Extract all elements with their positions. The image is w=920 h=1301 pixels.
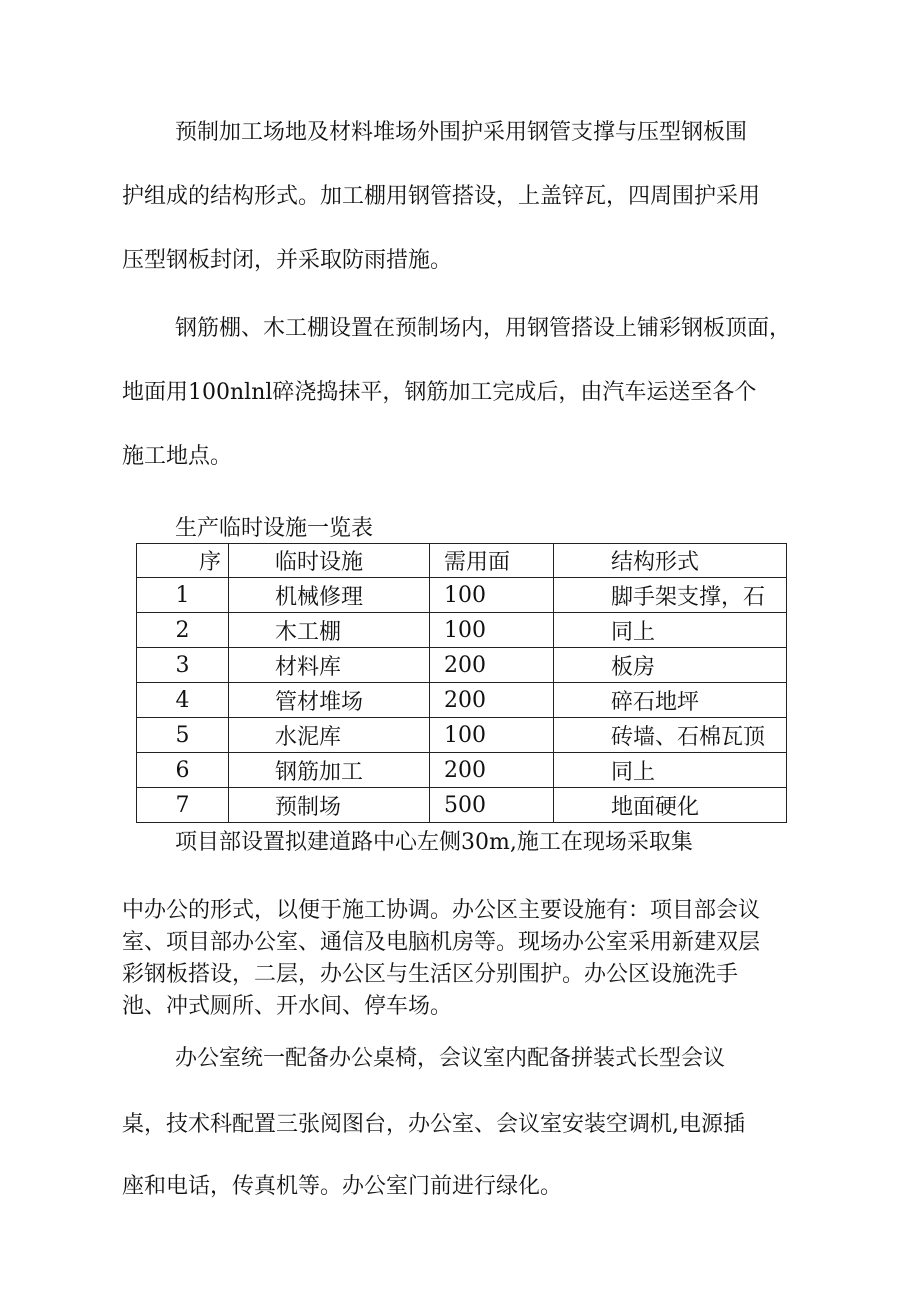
cell-area: 500 xyxy=(430,788,554,823)
cell-structure: 地面硬化 xyxy=(554,788,787,823)
cell-area: 100 xyxy=(430,578,554,613)
table-row xyxy=(137,788,787,823)
table-header-row xyxy=(137,544,787,578)
cell-structure: 脚手架支撑，石 xyxy=(554,578,787,613)
cell-no: 2 xyxy=(137,613,229,648)
cell-structure: 同上 xyxy=(554,613,787,648)
paragraph-2-line-3: 施工地点。 xyxy=(122,444,233,469)
paragraph-3-line-3: 室、项目部办公室、通信及电脑机房等。现场办公室采用新建双层 xyxy=(122,930,761,955)
table-row xyxy=(137,753,787,788)
paragraph-3-line-2: 中办公的形式，以便于施工协调。办公区主要设施有：项目部会议 xyxy=(122,898,761,923)
cell-no: 4 xyxy=(137,683,229,718)
cell-structure: 同上 xyxy=(554,753,787,788)
cell-no: 1 xyxy=(137,578,229,613)
paragraph-4-line-2: 桌，技术科配置三张阅图台，办公室、会议室安装空调机,电源插 xyxy=(122,1112,745,1137)
paragraph-2-line-2: 地面用100nlnl碎浇捣抹平，钢筋加工完成后，由汽车运送至各个 xyxy=(122,380,757,405)
paragraph-4-line-1: 办公室统一配备办公桌椅，会议室内配备拼装式长型会议 xyxy=(175,1046,726,1071)
cell-no: 6 xyxy=(137,753,229,788)
cell-facility: 水泥库 xyxy=(229,718,430,753)
cell-area: 100 xyxy=(430,718,554,753)
cell-area: 200 xyxy=(430,753,554,788)
cell-area: 200 xyxy=(430,683,554,718)
cell-facility: 预制场 xyxy=(229,788,430,823)
cell-structure: 碎石地坪 xyxy=(554,683,787,718)
paragraph-2-line-1: 钢筋棚、木工棚设置在预制场内，用钢管搭设上铺彩钢板顶面， xyxy=(175,316,792,341)
table-row xyxy=(137,578,787,613)
cell-area: 100 xyxy=(430,613,554,648)
table-row xyxy=(137,648,787,683)
facilities-table xyxy=(136,543,787,823)
header-no: 序 xyxy=(137,544,229,578)
cell-no: 3 xyxy=(137,648,229,683)
cell-no: 7 xyxy=(137,788,229,823)
cell-facility: 木工棚 xyxy=(229,613,430,648)
paragraph-3-line-5: 池、冲式厕所、开水间、停车场。 xyxy=(122,994,453,1019)
paragraph-1-line-2: 护组成的结构形式。加工棚用钢管搭设，上盖锌瓦，四周围护采用 xyxy=(122,184,761,209)
cell-no: 5 xyxy=(137,718,229,753)
table-caption: 生产临时设施一览表 xyxy=(175,516,374,541)
header-structure: 结构形式 xyxy=(554,544,787,578)
table-row xyxy=(137,613,787,648)
paragraph-1-line-3: 压型钢板封闭，并采取防雨措施。 xyxy=(122,248,453,273)
paragraph-3-line-1: 项目部设置拟建道路中心左侧30m,施工在现场采取集 xyxy=(175,830,693,855)
cell-facility: 管材堆场 xyxy=(229,683,430,718)
cell-facility: 机械修理 xyxy=(229,578,430,613)
cell-area: 200 xyxy=(430,648,554,683)
cell-facility: 材料库 xyxy=(229,648,430,683)
paragraph-1-line-1: 预制加工场地及材料堆场外围护采用钢管支撑与压型钢板围 xyxy=(175,120,748,145)
table-row xyxy=(137,683,787,718)
paragraph-4-line-3: 座和电话，传真机等。办公室门前进行绿化。 xyxy=(122,1174,563,1199)
paragraph-3-line-4: 彩钢板搭设，二层，办公区与生活区分别围护。办公区设施洗手 xyxy=(122,962,739,987)
cell-structure: 砖墙、石棉瓦顶 xyxy=(554,718,787,753)
cell-structure: 板房 xyxy=(554,648,787,683)
cell-facility: 钢筋加工 xyxy=(229,753,430,788)
header-area: 需用面 xyxy=(430,544,554,578)
header-facility: 临时设施 xyxy=(229,544,430,578)
table-row xyxy=(137,718,787,753)
